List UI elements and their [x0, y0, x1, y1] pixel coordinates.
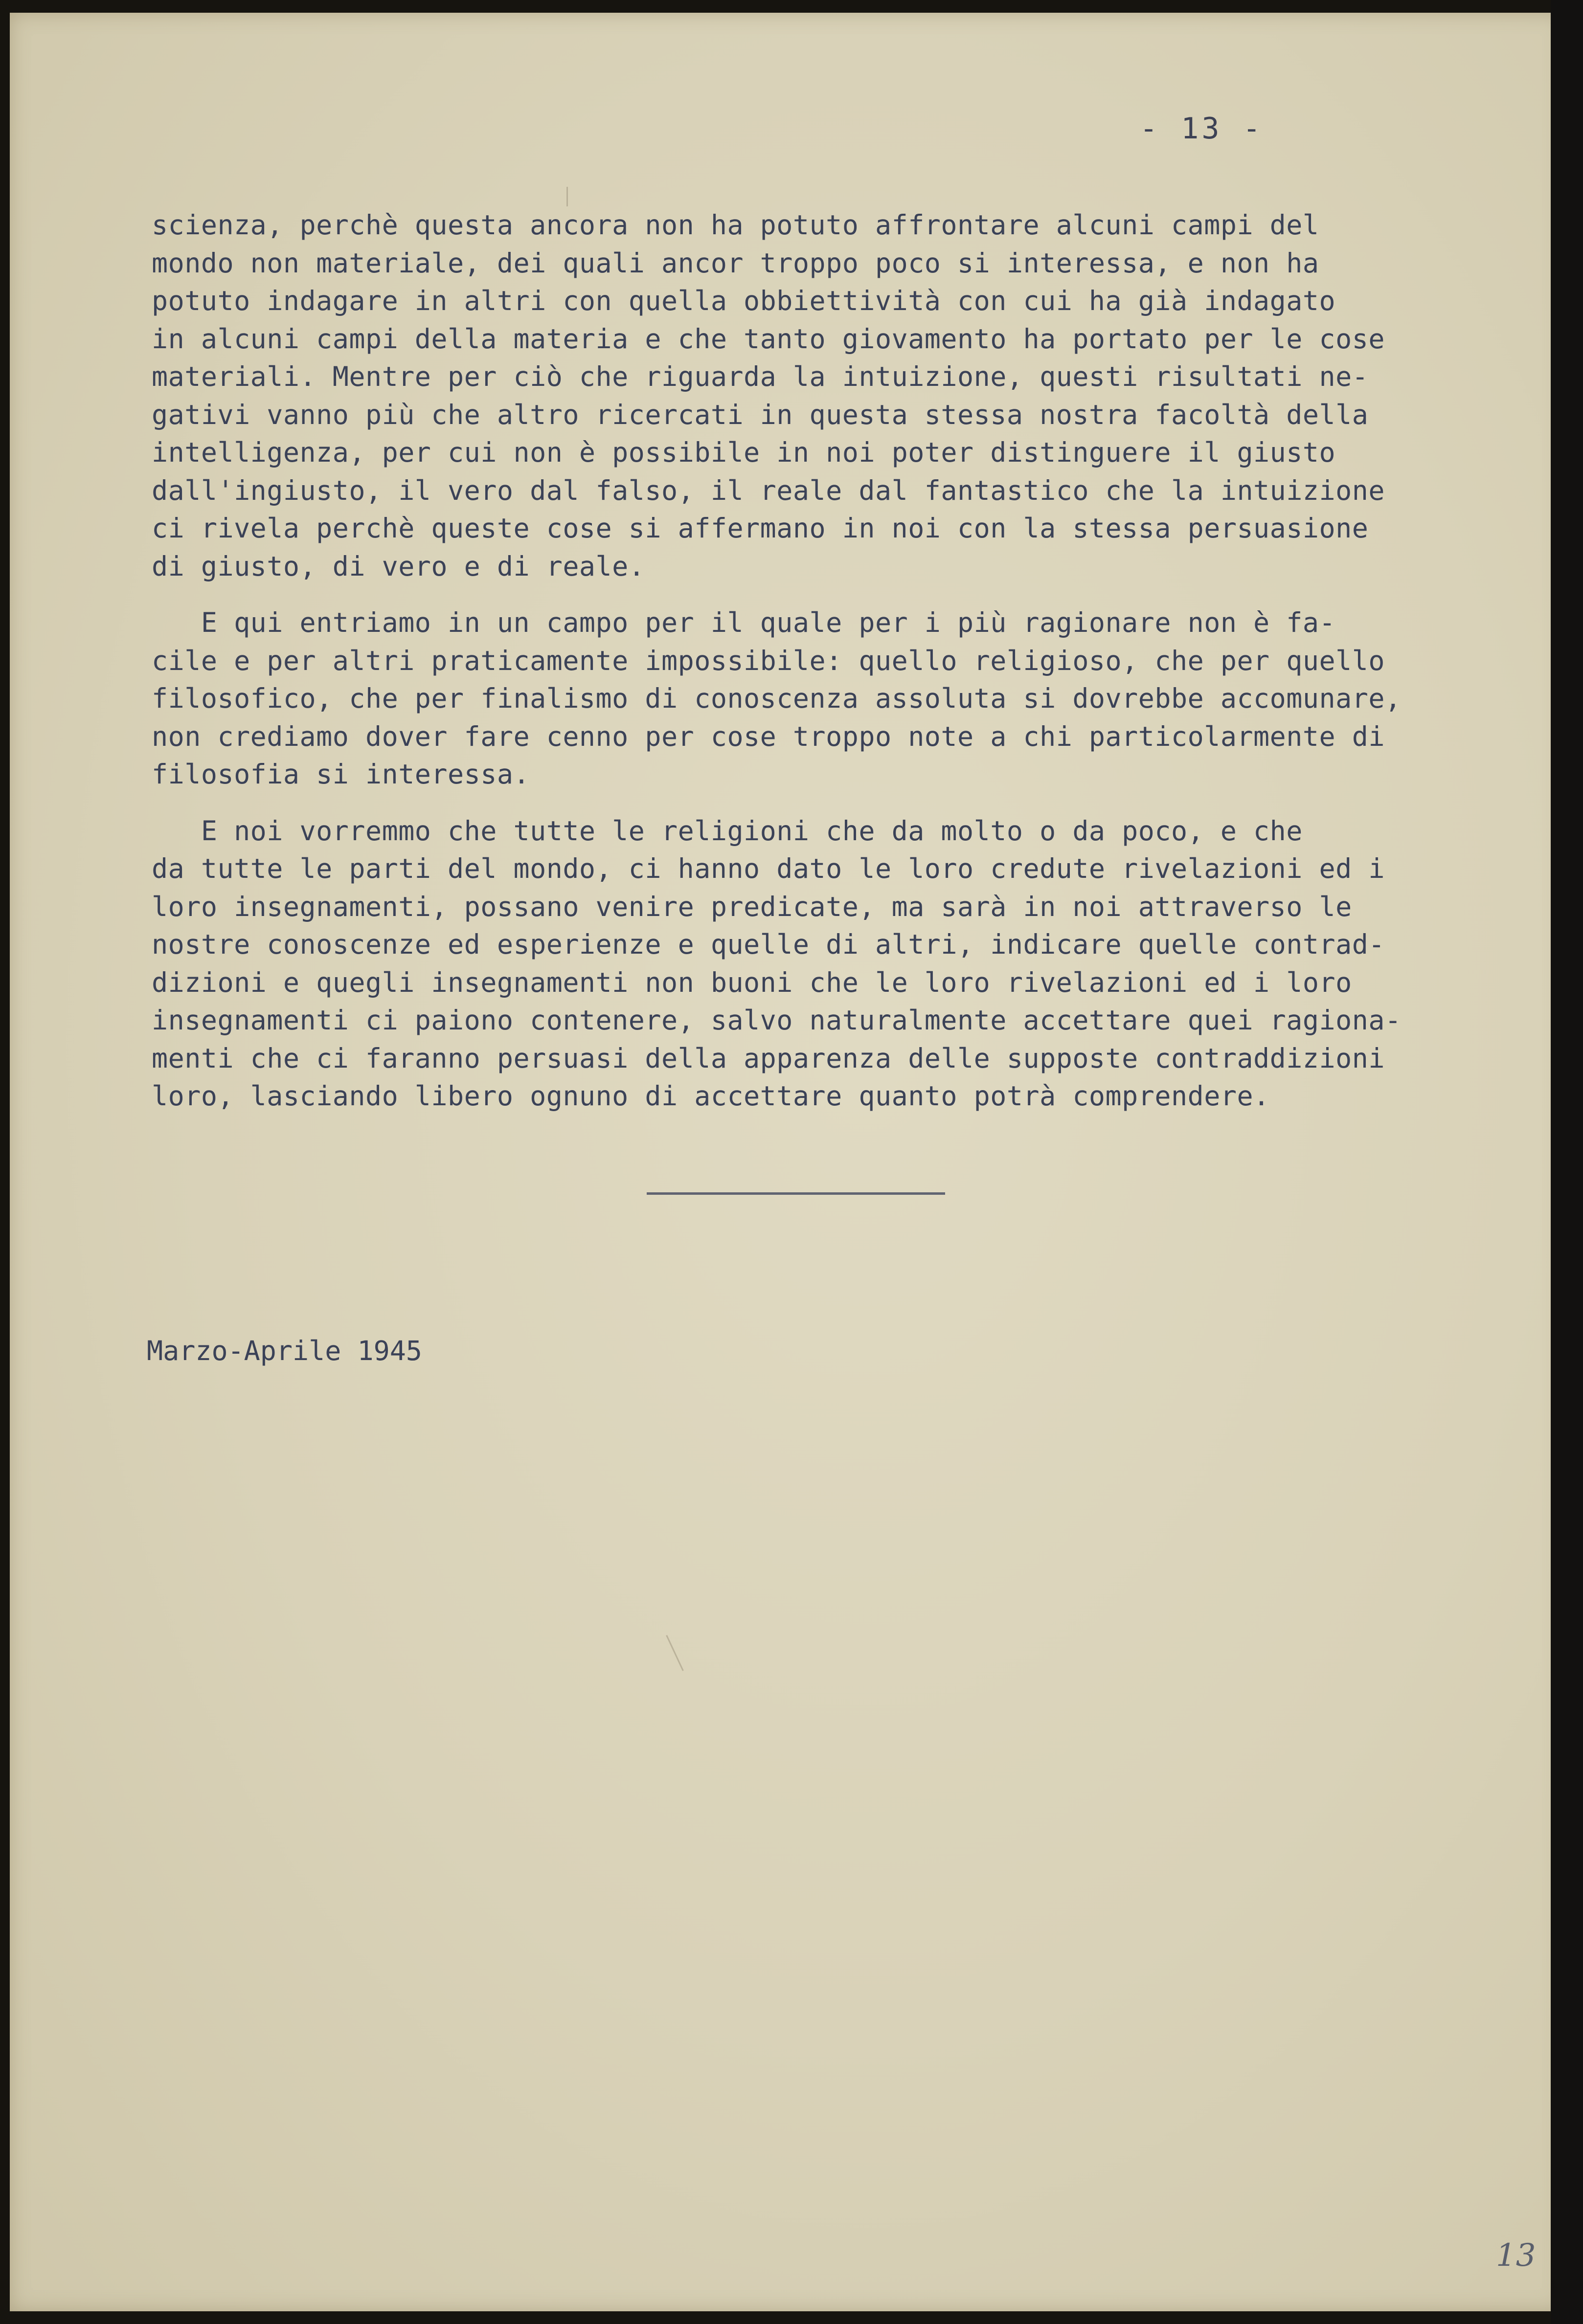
paragraph-gap: [152, 585, 1453, 604]
text-line: dall'ingiusto, il vero dal falso, il reale dal fantastico che la intuizione: [152, 474, 1385, 506]
text-line: loro insegnamenti, possano venire predicate, ma sarà in noi attraverso le: [152, 891, 1352, 922]
text-line: gativi vanno più che altro ricercati in questa stessa nostra facoltà della: [152, 399, 1369, 430]
paragraph: [152, 604, 1453, 794]
text-line: loro, lasciando libero ognuno di accettare quanto potrà comprendere.: [152, 1080, 1270, 1112]
handwritten-page-mark: 13: [1496, 2237, 1536, 2274]
text-line: filosofia si interessa.: [152, 759, 530, 790]
text-line: mondo non materiale, dei quali ancor troppo poco si interessa, e non ha: [152, 247, 1319, 279]
text-line: nostre conoscenze ed esperienze e quelle di altri, indicare quelle contrad-: [152, 929, 1385, 960]
text-line: da tutte le parti del mondo, ci hanno dato le loro credute rivelazioni ed i: [152, 853, 1385, 884]
body-text: [152, 206, 1453, 1116]
text-line: menti che ci faranno persuasi della apparenza delle supposte contraddizioni: [152, 1042, 1385, 1074]
text-line: filosofico, che per finalismo di conoscenza assoluta si dovrebbe accomunare,: [152, 683, 1402, 714]
paper-crease: [566, 187, 568, 206]
text-line: in alcuni campi della materia e che tanto giovamento ha portato per le cose: [152, 323, 1385, 355]
text-line: non crediamo dover fare cenno per cose troppo note a chi particolarmente di: [152, 720, 1385, 752]
text-line: dizioni e quegli insegnamenti non buoni che le loro rivelazioni ed i loro: [152, 966, 1352, 998]
text-line: E noi vorremmo che tutte le religioni che da molto o da poco, e che: [152, 815, 1303, 847]
document-date: Marzo-Aprile 1945: [147, 1335, 422, 1366]
scan-edge: [1551, 0, 1583, 2324]
paragraph: [152, 812, 1453, 1116]
text-line: ci rivela perchè queste cose si affermano in noi con la stessa persuasione: [152, 513, 1369, 544]
separator-line: [647, 1192, 945, 1195]
paragraph: [152, 206, 1453, 585]
text-line: potuto indagare in altri con quella obbiettività con cui ha già indagato: [152, 285, 1336, 316]
text-line: cile e per altri praticamente impossibile: quello religioso, che per quello: [152, 645, 1385, 676]
paragraph-gap: [152, 794, 1453, 812]
text-line: intelligenza, per cui non è possibile in noi poter distinguere il giusto: [152, 437, 1336, 468]
text-line: E qui entriamo in un campo per il quale per i più ragionare non è fa-: [152, 607, 1336, 638]
text-line: materiali. Mentre per ciò che riguarda la intuizione, questi risultati ne-: [152, 361, 1369, 392]
text-line: scienza, perchè questa ancora non ha potuto affrontare alcuni campi del: [152, 209, 1319, 241]
text-line: insegnamenti ci paiono contenere, salvo naturalmente accettare quei ragiona-: [152, 1005, 1402, 1036]
page-number: - 13 -: [1140, 112, 1264, 146]
text-line: di giusto, di vero e di reale.: [152, 550, 645, 582]
